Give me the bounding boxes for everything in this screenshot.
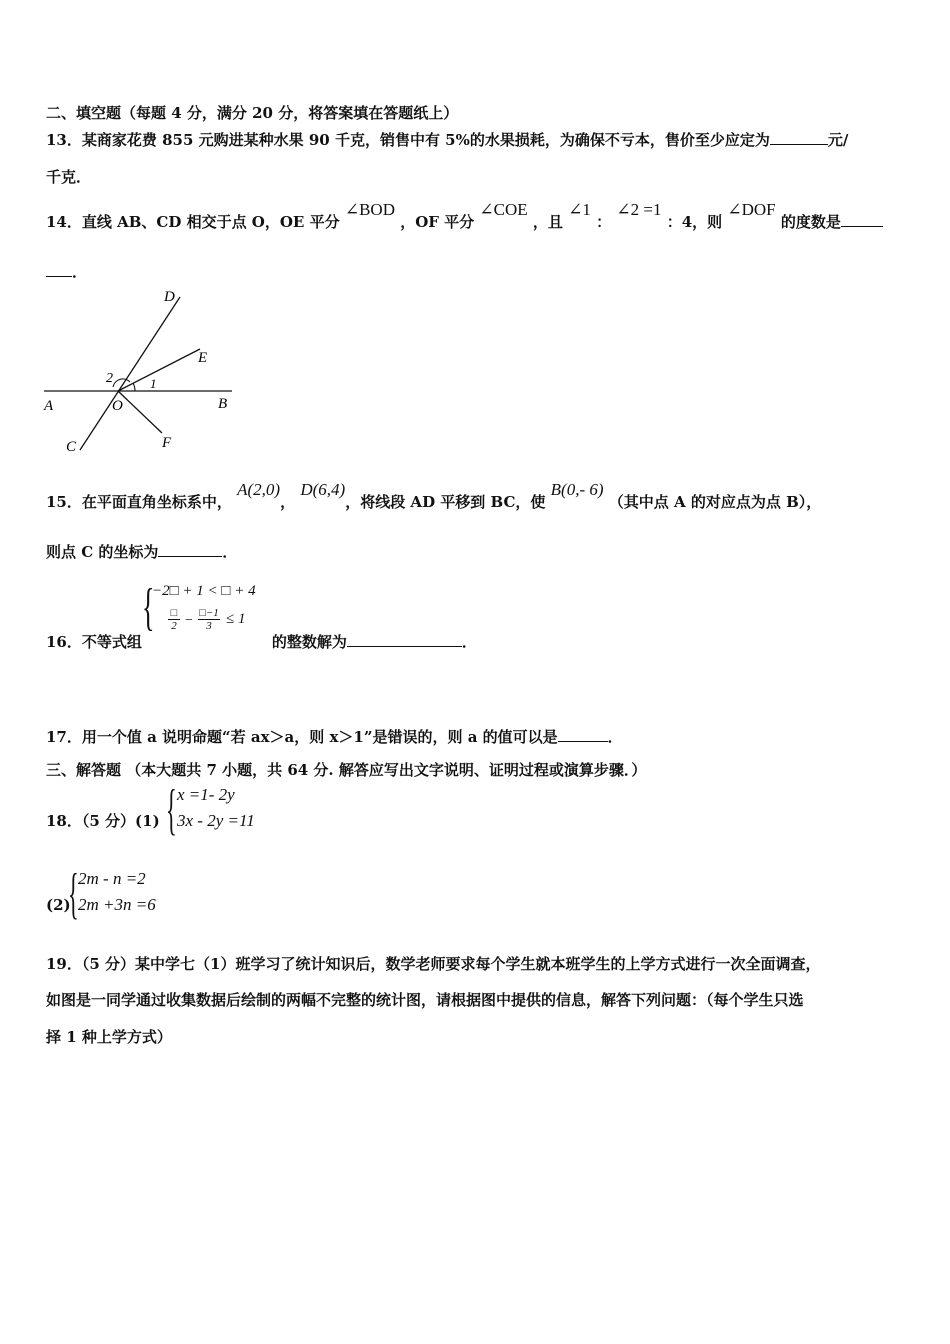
q16-frac2-num: □−1 [199,607,219,619]
q13-text: 13．某商家花费 855 元购进某种水果 90 千克，销售中有 5%的水果损耗，为确保不亏本，售价至少应定为 [46,131,770,149]
q15-text-3: （其中点 A 的对应点为点 B）， [608,493,822,511]
q16-minus: − [185,613,193,628]
q14-line2 [46,261,87,282]
q16-frac2-den: 3 [198,619,220,632]
q14-text-6: 的度数是 [780,213,841,231]
q14-angle-dof: ∠DOF [727,200,776,219]
q14-text-3: ，且 [532,213,563,231]
q14-answer-blank[interactable] [841,211,883,227]
section2-title: 二、填空题（每题 4 分，满分 20 分，将答案填在答题纸上） [46,104,459,122]
q14-angle-2: ∠2 =1 [616,200,662,219]
q19-line3: 择 1 种上学方式） [46,1028,172,1046]
label-1: 1 [150,376,157,391]
q15-text-2: ，将线段 AD 平移到 BC，使 [345,493,546,511]
q16-ineq-2 [168,607,180,632]
q16-frac2 [198,607,220,632]
q15-sep: ， [280,493,296,511]
q13-answer-blank[interactable] [770,129,828,145]
q18-label-2: (2) [46,896,71,914]
label-2: 2 [106,371,113,386]
q13-line1 [46,129,848,150]
q14-text-4: ： [596,213,612,231]
label-b: B [218,396,228,412]
q16-end: ． [461,633,477,651]
q17-line [46,726,623,747]
q15-text-1: 15．在平面直角坐标系中， [46,493,232,511]
label-f: F [162,435,172,451]
q14-line1 [46,200,883,232]
q15-text-4: 则点 C 的坐标为 [46,543,159,561]
q13-unit: 元/ [827,131,849,149]
q14-answer-blank-cont[interactable] [46,261,72,277]
q18-eq1b: 3x - 2y =11 [177,811,255,830]
q19-line1: 19．（5 分）某中学七（1）班学习了统计知识后，数学老师要求每个学生就本班学生的上学方式进行一次全面调查， [46,955,821,973]
q15-answer-blank[interactable] [158,541,222,557]
q14-text-5: ：4，则 [666,213,723,231]
q16-answer-blank[interactable] [347,631,462,647]
q16-ineq-1: −2□ + 1 < □ + 4 [152,583,256,599]
ray-of [118,391,162,433]
section3-title: 三、解答题 （本大题共 7 小题，共 64 分. 解答应写出文字说明、证明过程或演算步骤．） [46,761,647,779]
q14-end: ． [72,263,88,281]
label-d: D [164,289,175,305]
q15-line1 [46,480,822,512]
label-c: C [66,439,77,455]
line-cd [80,297,180,450]
ray-oe [118,349,200,391]
q18-label: 18．（5 分）(1) [46,812,160,830]
q16-frac1-num: □ [170,607,178,619]
arc-angle-1 [133,383,135,391]
q18-brace-1: { [166,779,177,841]
label-e: E [198,350,208,366]
q18-eq2a: 2m - n =2 [78,869,146,888]
q17-end: ． [607,728,623,746]
q15-point-a: A(2,0) [237,480,281,499]
q16-text-1: 16．不等式组 [46,633,142,651]
q18-eq2b: 2m +3n =6 [78,895,156,914]
label-a: A [44,398,54,414]
q18-system-2 [78,866,156,918]
q14-angle-bod: ∠BOD [344,200,395,219]
q16-frac1-den: 2 [168,619,180,632]
q16-line [46,631,477,652]
q18-system-1 [177,782,255,834]
q15-point-b: B(0,- 6) [550,480,604,499]
q14-text-2: ，OF 平分 [400,213,475,231]
q17-text: 17．用一个值 a 说明命题“若 ax＞a，则 x＞1”是错误的，则 a 的值可以是 [46,728,558,746]
q19-line2: 如图是一同学通过收集数据后绘制的两幅不完整的统计图，请根据图中提供的信息，解答下列问题：（每个学生只选 [46,991,804,1009]
q14-angle-1: ∠1 [568,200,591,219]
label-o: O [112,398,123,414]
q16-leq: ≤ 1 [226,611,246,627]
q15-point-d: D(6,4) [300,480,346,499]
q16-text-2: 的整数解为 [271,633,347,651]
q18-eq1a: x =1- 2y [177,785,235,804]
q18-brace-2: { [68,863,79,925]
q16-brace: { [142,579,155,636]
q13-line2: 千克． [46,168,92,186]
q14-figure [40,285,240,460]
q14-text-1: 14．直线 AB、CD 相交于点 O，OE 平分 [46,213,340,231]
q17-answer-blank[interactable] [558,726,608,742]
q14-angle-coe: ∠COE [479,200,528,219]
q15-end: ． [222,543,238,561]
q15-line2 [46,541,237,562]
